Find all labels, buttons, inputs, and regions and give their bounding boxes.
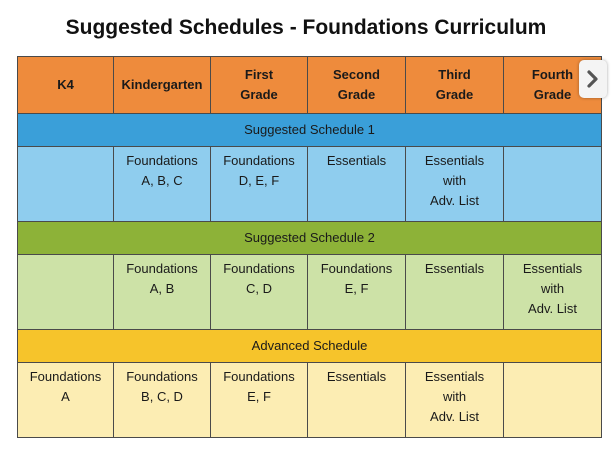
schedule-2-kindergarten: Foundations A, B bbox=[114, 255, 211, 330]
header-kindergarten: Kindergarten bbox=[114, 57, 211, 114]
schedule-1-kindergarten: Foundations A, B, C bbox=[114, 147, 211, 222]
schedule-1-fourth-grade bbox=[504, 147, 602, 222]
header-third-grade: Third Grade bbox=[406, 57, 504, 114]
header-first-grade: First Grade bbox=[211, 57, 308, 114]
schedule-2-second-grade: Foundations E, F bbox=[308, 255, 406, 330]
next-arrow-button[interactable] bbox=[579, 60, 607, 98]
chevron-right-icon bbox=[586, 69, 600, 89]
page-title: Suggested Schedules - Foundations Curriculum bbox=[65, 16, 547, 39]
schedule-2-third-grade: Essentials bbox=[406, 255, 504, 330]
header-fourth-grade: Fourth Grade bbox=[504, 57, 602, 114]
schedule-1-k4 bbox=[18, 147, 114, 222]
advanced-second-grade: Essentials bbox=[308, 363, 406, 438]
header-k4: K4 bbox=[18, 57, 114, 114]
schedule-1-third-grade: Essentials with Adv. List bbox=[406, 147, 504, 222]
advanced-schedule-title: Advanced Schedule bbox=[18, 330, 602, 363]
header-second-grade: Second Grade bbox=[308, 57, 406, 114]
schedule-1-title: Suggested Schedule 1 bbox=[18, 114, 602, 147]
schedule-2-first-grade: Foundations C, D bbox=[211, 255, 308, 330]
advanced-third-grade: Essentials with Adv. List bbox=[406, 363, 504, 438]
schedule-2-title: Suggested Schedule 2 bbox=[18, 222, 602, 255]
advanced-schedule-band bbox=[18, 330, 602, 363]
schedule-1-first-grade: Foundations D, E, F bbox=[211, 147, 308, 222]
schedule-1-row bbox=[18, 147, 602, 222]
advanced-first-grade: Foundations E, F bbox=[211, 363, 308, 438]
advanced-k4: Foundations A bbox=[18, 363, 114, 438]
grade-header-row bbox=[18, 57, 602, 114]
schedule-1-band bbox=[18, 114, 602, 147]
advanced-schedule-row bbox=[18, 363, 602, 438]
schedule-1-second-grade: Essentials bbox=[308, 147, 406, 222]
schedule-2-k4 bbox=[18, 255, 114, 330]
schedule-2-row bbox=[18, 255, 602, 330]
schedule-2-fourth-grade: Essentials with Adv. List bbox=[504, 255, 602, 330]
schedule-2-band bbox=[18, 222, 602, 255]
schedule-table bbox=[17, 56, 602, 438]
advanced-kindergarten: Foundations B, C, D bbox=[114, 363, 211, 438]
advanced-fourth-grade bbox=[504, 363, 602, 438]
